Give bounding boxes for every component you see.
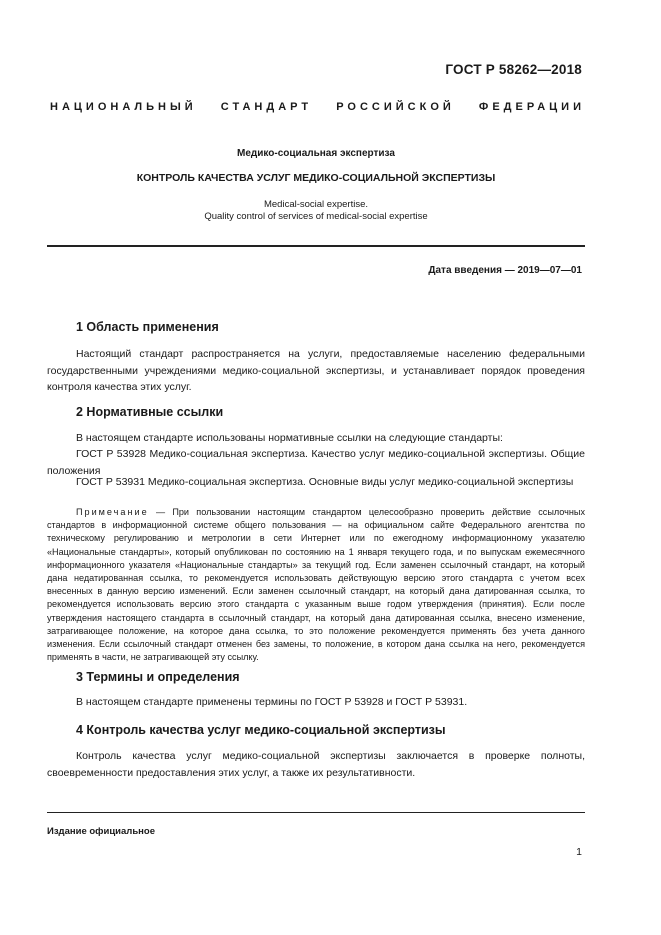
section-2-heading: 2 Нормативные ссылки xyxy=(76,405,224,419)
section-1-body: Настоящий стандарт распространяется на услуги, предоставляемые населению федеральными государственными учреждениями медико-социальной экспертизы, и устанавливает порядок проведения контроля качества этих услуг. xyxy=(47,348,585,393)
subject-line: Медико-социальная экспертиза xyxy=(237,148,395,159)
section-3-heading: 3 Термины и определения xyxy=(76,670,240,684)
document-code: ГОСТ Р 58262—2018 xyxy=(445,62,582,77)
note-label: Примечание xyxy=(76,507,149,517)
introduction-date: Дата введения — 2019—07—01 xyxy=(428,265,582,276)
section-4-body: Контроль качества услуг медико-социальной экспертизы заключается в проверке полноты, своевременности предоставления этих услуг, а также их результативности. xyxy=(47,750,585,779)
note-text: — При пользовании настоящим стандартом целесообразно проверить действие ссылочных стандартов в информационной системе общего пользования — на официальном сайте Федерального агентства по техническому регулированию и метрологии в сети Интернет или по ежегодному информационному указателю «Национальные стандарты», который опубликован по состоянию на 1 января текущего года, и по выпускам ежемесячного информационного указателя «Национальные стандарты» за текущий год. Если заменен ссылочный стандарт, на который дана недатированная ссылка, то рекомендуется использовать действующую версию этого стандарта с учетом всех внесенных в данную версию изменений. Если заменен ссылочный стандарт, на который дана датированная ссылка, то рекомендуется использовать версию этого стандарта с указанным выше годом утверждения (принятия). Если после утверждения настоящего стандарта в ссылочный стандарт, на который дана датированная ссылка, внесено изменение, затрагивающее положение, на которое дана ссылка, то это положение рекомендуется применять без учета данного изменения. Если ссылочный стандарт отменен без замены, то положение, в котором дана ссылка на него, рекомендуется применять в части, не затрагивающей эту ссылку. xyxy=(47,507,585,663)
section-1-text xyxy=(47,346,585,396)
section-3-text xyxy=(47,694,585,711)
section-4-text xyxy=(47,748,585,781)
section-4-heading: 4 Контроль качества услуг медико-социальной экспертизы xyxy=(76,723,446,737)
section-3-body: В настоящем стандарте применены термины по ГОСТ Р 53928 и ГОСТ Р 53931. xyxy=(76,696,468,708)
section-2-intro-text: В настоящем стандарте использованы нормативные ссылки на следующие стандарты: xyxy=(76,432,503,444)
title-divider xyxy=(47,245,585,247)
note-block xyxy=(47,506,585,664)
reference-1-text: ГОСТ Р 53928 Медико-социальная экспертиза. Качество услуг медико-социальной экспертизы. Общие положения xyxy=(47,448,585,477)
english-title-line-1: Medical-social expertise. xyxy=(263,199,368,210)
reference-2 xyxy=(47,474,585,491)
edition-label: Издание официальное xyxy=(47,826,155,837)
document-title: КОНТРОЛЬ КАЧЕСТВА УСЛУГ МЕДИКО-СОЦИАЛЬНОЙ ЭКСПЕРТИЗЫ xyxy=(136,172,496,184)
section-2-intro xyxy=(47,430,585,447)
national-standard-heading: НАЦИОНАЛЬНЫЙ СТАНДАРТ РОССИЙСКОЙ ФЕДЕРАЦИИ xyxy=(50,101,585,113)
english-title-line-2: Quality control of services of medical-social expertise xyxy=(204,211,428,222)
page-number: 1 xyxy=(576,846,582,858)
footer-divider xyxy=(47,812,585,813)
reference-2-text: ГОСТ Р 53931 Медико-социальная экспертиза. Основные виды услуг медико-социальной экспертизы xyxy=(76,476,574,488)
section-1-heading: 1 Область применения xyxy=(76,320,219,334)
